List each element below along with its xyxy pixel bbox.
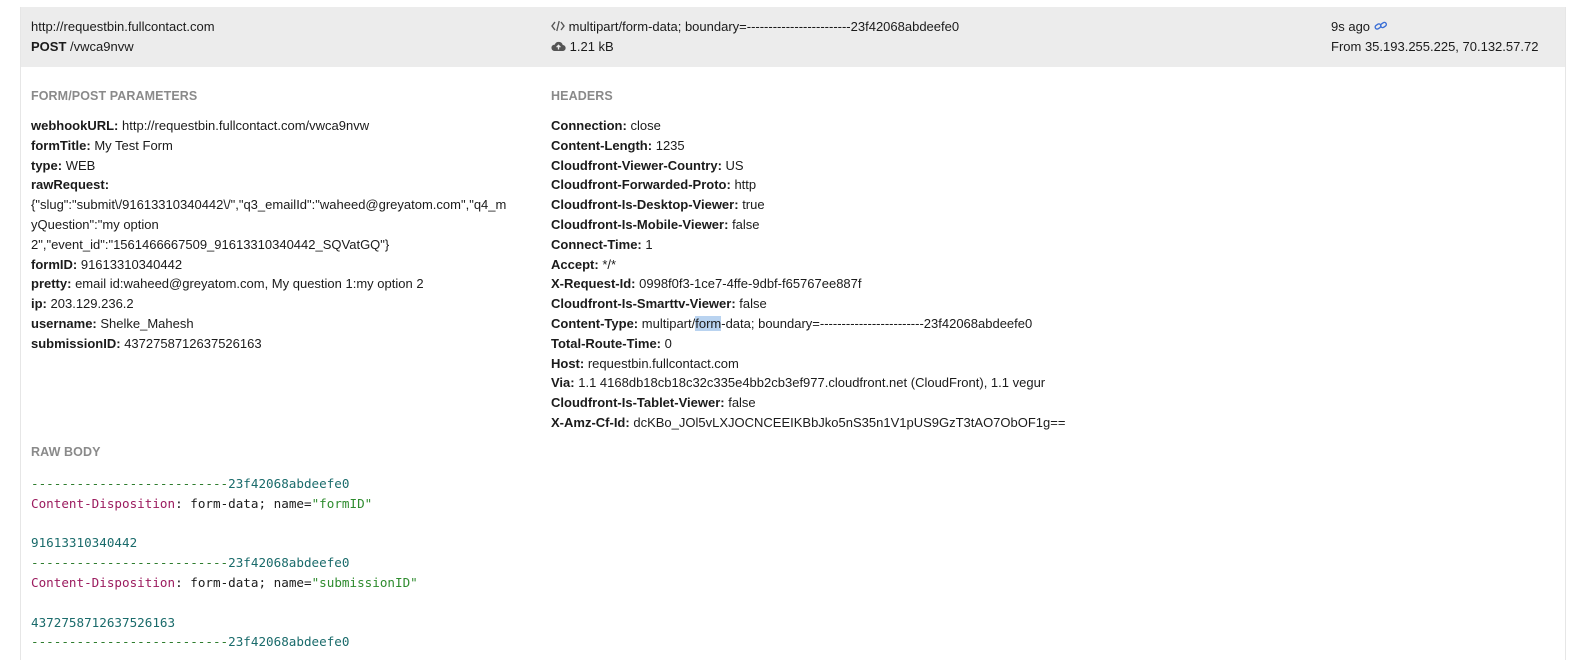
form-param-row: webhookURL: http://requestbin.fullcontact.com/vwca9nvw — [31, 118, 370, 133]
header-row: Connection: close — [551, 118, 661, 133]
boundary-line: --------------------------23f42068abdeefe0 — [31, 634, 350, 650]
headers-list — [551, 116, 1065, 433]
raw-body-title: RAW BODY — [31, 445, 101, 459]
request-summary-bar — [21, 7, 1565, 67]
request-card — [20, 7, 1566, 660]
link-icon[interactable] — [1374, 18, 1388, 38]
content-type-value: multipart/form-data; boundary=------------------------23f42068abdeefe0 — [568, 19, 960, 34]
header-row: Connect-Time: 1 — [551, 236, 653, 252]
form-params-list — [31, 116, 521, 354]
request-method: POST — [31, 39, 67, 54]
header-row: Cloudfront-Forwarded-Proto: http — [551, 177, 757, 193]
part-value: 91613310340442 — [31, 535, 138, 551]
header-row: Cloudfront-Is-Desktop-Viewer: true — [551, 197, 765, 213]
form-param-row: pretty: email id:waheed@greyatom.com, My question 1:my option 2 — [31, 276, 424, 292]
form-param-row: formID: 91613310340442 — [31, 256, 183, 272]
boundary-line: --------------------------23f42068abdeefe0 — [31, 555, 350, 571]
disposition-line: Content-Disposition: form-data; name="formID" — [31, 495, 373, 511]
form-param-row: rawRequest: — [31, 177, 110, 193]
form-params-title: FORM/POST PARAMETERS — [31, 89, 198, 103]
part-value: 4372758712637526163 — [31, 614, 176, 630]
body-size-summary — [551, 37, 614, 58]
header-row: X-Amz-Cf-Id: dcKBo_JOl5vLXJOCNCEEIKBbJko5nS35n1V1pUS9GzT3tAO7ObOF1g== — [551, 414, 1066, 430]
header-row: Cloudfront-Is-Smarttv-Viewer: false — [551, 296, 767, 312]
form-param-row: ip: 203.129.236.2 — [31, 296, 134, 312]
request-url: http://requestbin.fullcontact.com — [31, 19, 215, 34]
form-param-row: type: WEB — [31, 157, 96, 173]
header-row: Content-Type: multipart/form-data; boundary=------------------------23f42068abdeefe0 — [551, 315, 1033, 331]
body-size-value: 1.21 kB — [569, 39, 614, 54]
cloud-upload-icon — [551, 38, 566, 58]
raw-request-value: {"slug":"submit\/91613310340442\/","q3_emailId":"waheed@greyatom.com","q4_m yQuestion":"my option 2","event_id":"1561466667509_91613310340442_SQVatGQ"} — [31, 197, 507, 252]
header-row: Cloudfront-Viewer-Country: US — [551, 157, 744, 173]
text-selection: form — [695, 315, 722, 331]
request-origin: From 35.193.255.225, 70.132.57.72 — [1331, 39, 1539, 54]
disposition-line: Content-Disposition: form-data; name="submissionID" — [31, 574, 418, 590]
form-param-row: submissionID: 4372758712637526163 — [31, 335, 262, 351]
form-param-row: username: Shelke_Mahesh — [31, 315, 194, 331]
header-row: Host: requestbin.fullcontact.com — [551, 355, 739, 371]
time-ago: 9s ago — [1331, 19, 1371, 34]
content-type-summary — [551, 17, 959, 38]
header-row: Total-Route-Time: 0 — [551, 335, 672, 351]
header-row: Via: 1.1 4168db18cb18c32c335e4bb2cb3ef977.cloudfront.net (CloudFront), 1.1 vegur — [551, 375, 1046, 391]
request-age — [1331, 17, 1388, 38]
boundary-line: --------------------------23f42068abdeefe0 — [31, 476, 350, 491]
header-row: Content-Length: 1235 — [551, 137, 685, 153]
code-icon — [551, 18, 565, 38]
raw-body-code — [31, 474, 418, 652]
form-param-row: formTitle: My Test Form — [31, 137, 173, 153]
headers-title: HEADERS — [551, 89, 613, 103]
header-row: X-Request-Id: 0998f0f3-1ce7-4ffe-9dbf-f65767ee887f — [551, 276, 862, 292]
request-line — [31, 37, 134, 57]
header-row: Cloudfront-Is-Tablet-Viewer: false — [551, 395, 756, 411]
request-path: /vwca9nvw — [70, 39, 134, 54]
header-row: Cloudfront-Is-Mobile-Viewer: false — [551, 216, 760, 232]
header-row: Accept: */* — [551, 256, 617, 272]
